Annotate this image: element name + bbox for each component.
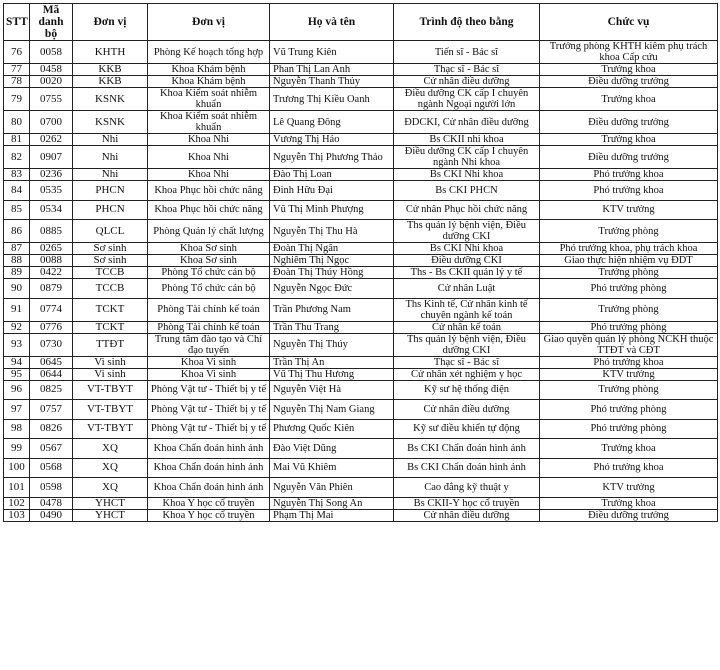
cell-name: Đoàn Thị Ngân [270,243,394,255]
cell-degree: Ths quản lý bệnh viện, Điều dưỡng CKI [394,220,540,243]
cell-unit: Khoa Khám bệnh [148,64,270,76]
cell-unit: Khoa Khám bệnh [148,76,270,88]
cell-stt: 76 [4,41,30,64]
cell-unit: Phòng Vật tư - Thiết bị y tế [148,380,270,400]
cell-unit: Khoa Nhi [148,134,270,146]
cell-name: Đào Thị Loan [270,169,394,181]
cell-stt: 101 [4,478,30,498]
cell-ma-danh-bo: 0644 [30,368,73,380]
cell-position: Điều dưỡng trưởng [540,146,718,169]
cell-unit-code: QLCL [73,220,148,243]
table-header-row [4,4,718,41]
cell-position: Trưởng phòng [540,220,718,243]
cell-degree: Bs CKI Chẩn đoán hình ảnh [394,439,540,459]
cell-unit-code: KKB [73,64,148,76]
table-row [4,169,718,181]
cell-name: Đào Việt Dũng [270,439,394,459]
table-row [4,509,718,521]
cell-stt: 89 [4,267,30,279]
cell-stt: 81 [4,134,30,146]
cell-name: Nguyễn Thị Thu Hà [270,220,394,243]
cell-position: Trưởng khoa [540,497,718,509]
table-row [4,111,718,134]
cell-degree: Tiến sĩ - Bác sĩ [394,41,540,64]
header-ho-ten: Họ và tên [270,4,394,41]
cell-name: Mai Vũ Khiêm [270,458,394,478]
cell-stt: 100 [4,458,30,478]
cell-unit: Khoa Kiểm soát nhiễm khuẩn [148,88,270,111]
cell-unit-code: KKB [73,76,148,88]
cell-stt: 94 [4,356,30,368]
cell-stt: 103 [4,509,30,521]
cell-ma-danh-bo: 0058 [30,41,73,64]
cell-name: Nguyễn Thị Phương Thảo [270,146,394,169]
cell-ma-danh-bo: 0757 [30,400,73,420]
cell-stt: 79 [4,88,30,111]
cell-stt: 88 [4,255,30,267]
cell-unit-code: VT-TBYT [73,419,148,439]
cell-name: Vũ Thị Minh Phượng [270,200,394,220]
cell-unit: Phòng Kế hoạch tổng hợp [148,41,270,64]
cell-degree: Bs CKII nhi khoa [394,134,540,146]
table-row [4,41,718,64]
cell-unit: Khoa Sơ sinh [148,255,270,267]
table-row [4,76,718,88]
table-row [4,64,718,76]
cell-unit-code: KSNK [73,111,148,134]
cell-unit-code: XQ [73,478,148,498]
header-don-vi-code: Đơn vị [73,4,148,41]
cell-unit: Khoa Nhi [148,169,270,181]
table-row [4,478,718,498]
header-trinh-do: Trình độ theo bằng [394,4,540,41]
cell-unit: Khoa Nhi [148,146,270,169]
cell-unit-code: XQ [73,458,148,478]
cell-position: Phó trưởng khoa [540,356,718,368]
cell-name: Nghiêm Thị Ngọc [270,255,394,267]
cell-stt: 85 [4,200,30,220]
cell-position: Phó trưởng phòng [540,419,718,439]
cell-stt: 98 [4,419,30,439]
cell-ma-danh-bo: 0535 [30,181,73,201]
cell-name: Nguyễn Văn Phiên [270,478,394,498]
cell-unit: Khoa Chẩn đoán hình ảnh [148,439,270,459]
cell-degree: Thạc sĩ - Bác sĩ [394,356,540,368]
header-don-vi: Đơn vị [148,4,270,41]
cell-name: Nguyễn Thị Thúy [270,333,394,356]
table-row [4,200,718,220]
cell-degree: Cử nhân điều dưỡng [394,509,540,521]
cell-degree: Ths quản lý bệnh viện, Điều dưỡng CKI [394,333,540,356]
cell-ma-danh-bo: 0885 [30,220,73,243]
cell-unit-code: YHCT [73,509,148,521]
cell-name: Trần Thu Trang [270,321,394,333]
cell-name: Lê Quang Đông [270,111,394,134]
cell-unit: Khoa Chẩn đoán hình ảnh [148,458,270,478]
cell-stt: 99 [4,439,30,459]
cell-ma-danh-bo: 0020 [30,76,73,88]
cell-position: KTV trưởng [540,368,718,380]
cell-stt: 93 [4,333,30,356]
cell-ma-danh-bo: 0568 [30,458,73,478]
cell-unit: Khoa Vi sinh [148,356,270,368]
table-row [4,243,718,255]
table-row [4,267,718,279]
cell-stt: 92 [4,321,30,333]
cell-degree: Điều dưỡng CK cấp I chuyên ngành Ngoại người lớn [394,88,540,111]
cell-unit-code: TTĐT [73,333,148,356]
cell-name: Nguyễn Thị Nam Giang [270,400,394,420]
cell-unit-code: PHCN [73,181,148,201]
cell-stt: 80 [4,111,30,134]
cell-unit-code: YHCT [73,497,148,509]
table-row [4,333,718,356]
cell-degree: Bs CKI Nhi khoa [394,169,540,181]
table-row [4,181,718,201]
cell-unit-code: TCCB [73,279,148,299]
cell-position: Phó trưởng khoa, phụ trách khoa [540,243,718,255]
cell-position: KTV trưởng [540,478,718,498]
cell-name: Nguyễn Việt Hà [270,380,394,400]
cell-ma-danh-bo: 0422 [30,267,73,279]
cell-unit-code: Nhi [73,146,148,169]
cell-degree: Ths Kinh tế, Cử nhân kinh tế chuyên ngành kế toán [394,298,540,321]
cell-degree: Cử nhân điều dưỡng [394,400,540,420]
cell-degree: Bs CKII-Y học cổ truyền [394,497,540,509]
cell-unit: Khoa Sơ sinh [148,243,270,255]
cell-name: Phan Thị Lan Anh [270,64,394,76]
cell-unit: Khoa Y học cổ truyền [148,509,270,521]
cell-ma-danh-bo: 0567 [30,439,73,459]
cell-unit-code: KHTH [73,41,148,64]
cell-ma-danh-bo: 0755 [30,88,73,111]
cell-position: Phó trưởng phòng [540,400,718,420]
cell-unit-code: Sơ sinh [73,243,148,255]
cell-ma-danh-bo: 0262 [30,134,73,146]
cell-name: Vũ Thị Thu Hương [270,368,394,380]
table-row [4,380,718,400]
cell-ma-danh-bo: 0265 [30,243,73,255]
table-row [4,368,718,380]
cell-stt: 82 [4,146,30,169]
table-row [4,134,718,146]
cell-unit-code: Vi sinh [73,368,148,380]
cell-unit: Khoa Chẩn đoán hình ảnh [148,478,270,498]
cell-ma-danh-bo: 0879 [30,279,73,299]
cell-unit-code: XQ [73,439,148,459]
cell-stt: 102 [4,497,30,509]
cell-degree: Cử nhân kế toán [394,321,540,333]
cell-unit: Phòng Tổ chức cán bộ [148,267,270,279]
cell-unit: Phòng Tổ chức cán bộ [148,279,270,299]
cell-ma-danh-bo: 0088 [30,255,73,267]
cell-degree: Ths - Bs CKII quản lý y tế [394,267,540,279]
cell-unit: Phòng Vật tư - Thiết bị y tế [148,419,270,439]
cell-unit: Phòng Tài chính kế toán [148,298,270,321]
cell-degree: Điều dưỡng CK cấp I chuyên ngành Nhi khoa [394,146,540,169]
cell-name: Vương Thị Hảo [270,134,394,146]
cell-position: Giao thực hiện nhiệm vụ ĐDT [540,255,718,267]
cell-stt: 83 [4,169,30,181]
cell-ma-danh-bo: 0598 [30,478,73,498]
cell-name: Trần Thị An [270,356,394,368]
cell-degree: Điều dưỡng CKI [394,255,540,267]
cell-degree: Bs CKI Nhi khoa [394,243,540,255]
table-row [4,298,718,321]
header-ma-danh-bo: Mã danh bộ [30,4,73,41]
cell-position: Trưởng phòng [540,380,718,400]
table-row [4,255,718,267]
table-row [4,356,718,368]
cell-name: Nguyễn Thanh Thủy [270,76,394,88]
cell-position: Trưởng khoa [540,88,718,111]
cell-unit: Khoa Phục hồi chức năng [148,181,270,201]
table-row [4,88,718,111]
cell-position: Điều dưỡng trưởng [540,76,718,88]
cell-stt: 77 [4,64,30,76]
cell-position: Phó trưởng khoa [540,458,718,478]
cell-ma-danh-bo: 0825 [30,380,73,400]
cell-name: Nguyễn Thị Song An [270,497,394,509]
table-body [4,41,718,522]
cell-unit: Khoa Kiểm soát nhiễm khuẩn [148,111,270,134]
table-row [4,400,718,420]
cell-name: Vũ Trung Kiên [270,41,394,64]
cell-unit-code: TCKT [73,298,148,321]
cell-stt: 95 [4,368,30,380]
cell-ma-danh-bo: 0776 [30,321,73,333]
cell-name: Phương Quốc Kiên [270,419,394,439]
cell-ma-danh-bo: 0645 [30,356,73,368]
cell-unit-code: Nhi [73,134,148,146]
cell-stt: 87 [4,243,30,255]
table-row [4,279,718,299]
cell-name: Nguyễn Ngọc Đức [270,279,394,299]
cell-name: Trần Phương Nam [270,298,394,321]
cell-position: Giao quyền quản lý phòng NCKH thuộc TTĐT và CĐT [540,333,718,356]
cell-unit-code: PHCN [73,200,148,220]
cell-position: Điều dưỡng trưởng [540,509,718,521]
cell-position: Trưởng phòng [540,298,718,321]
cell-stt: 86 [4,220,30,243]
cell-name: Trương Thị Kiều Oanh [270,88,394,111]
table-row [4,497,718,509]
cell-ma-danh-bo: 0490 [30,509,73,521]
cell-position: Phó trưởng khoa [540,169,718,181]
cell-position: Điều dưỡng trưởng [540,111,718,134]
cell-unit: Khoa Phục hồi chức năng [148,200,270,220]
table-row [4,220,718,243]
staff-table [3,3,718,522]
cell-degree: ĐDCKI, Cử nhân điều dưỡng [394,111,540,134]
cell-ma-danh-bo: 0774 [30,298,73,321]
cell-unit: Trung tâm đào tạo và Chỉ đạo tuyến [148,333,270,356]
header-stt: STT [4,4,30,41]
cell-unit-code: VT-TBYT [73,400,148,420]
cell-degree: Kỹ sư hệ thống điện [394,380,540,400]
table-row [4,439,718,459]
cell-position: Phó trưởng phòng [540,279,718,299]
cell-position: Phó trưởng khoa [540,181,718,201]
cell-unit: Phòng Quản lý chất lượng [148,220,270,243]
cell-stt: 97 [4,400,30,420]
cell-position: Trưởng phòng [540,267,718,279]
cell-unit-code: TCKT [73,321,148,333]
cell-unit-code: VT-TBYT [73,380,148,400]
cell-unit: Phòng Tài chính kế toán [148,321,270,333]
cell-ma-danh-bo: 0826 [30,419,73,439]
cell-degree: Bs CKI PHCN [394,181,540,201]
cell-unit: Khoa Y học cổ truyền [148,497,270,509]
cell-position: Trưởng khoa [540,439,718,459]
cell-stt: 78 [4,76,30,88]
cell-ma-danh-bo: 0458 [30,64,73,76]
cell-ma-danh-bo: 0700 [30,111,73,134]
cell-ma-danh-bo: 0236 [30,169,73,181]
cell-degree: Kỹ sư điều khiển tự động [394,419,540,439]
cell-position: Trưởng phòng KHTH kiêm phụ trách khoa Cấp cứu [540,41,718,64]
cell-degree: Cao đẳng kỹ thuật y [394,478,540,498]
cell-degree: Cử nhân Phục hồi chức năng [394,200,540,220]
cell-unit: Phòng Vật tư - Thiết bị y tế [148,400,270,420]
cell-stt: 91 [4,298,30,321]
cell-unit-code: Vi sinh [73,356,148,368]
cell-position: Trưởng khoa [540,134,718,146]
cell-unit-code: TCCB [73,267,148,279]
cell-stt: 96 [4,380,30,400]
cell-degree: Bs CKI Chẩn đoán hình ảnh [394,458,540,478]
cell-ma-danh-bo: 0907 [30,146,73,169]
cell-unit: Khoa Vi sinh [148,368,270,380]
header-chuc-vu: Chức vụ [540,4,718,41]
cell-degree: Thạc sĩ - Bác sĩ [394,64,540,76]
cell-position: KTV trưởng [540,200,718,220]
cell-unit-code: KSNK [73,88,148,111]
cell-name: Phạm Thị Mai [270,509,394,521]
cell-unit-code: Nhi [73,169,148,181]
cell-stt: 84 [4,181,30,201]
cell-degree: Cử nhân xét nghiệm y học [394,368,540,380]
cell-ma-danh-bo: 0730 [30,333,73,356]
cell-ma-danh-bo: 0478 [30,497,73,509]
table-row [4,146,718,169]
cell-name: Đoàn Thị Thúy Hồng [270,267,394,279]
cell-stt: 90 [4,279,30,299]
cell-name: Đinh Hữu Đại [270,181,394,201]
cell-unit-code: Sơ sinh [73,255,148,267]
table-row [4,321,718,333]
cell-position: Phó trưởng phòng [540,321,718,333]
cell-position: Trưởng khoa [540,64,718,76]
table-row [4,419,718,439]
table-row [4,458,718,478]
cell-degree: Cử nhân Luật [394,279,540,299]
cell-ma-danh-bo: 0534 [30,200,73,220]
cell-degree: Cử nhân điều dưỡng [394,76,540,88]
